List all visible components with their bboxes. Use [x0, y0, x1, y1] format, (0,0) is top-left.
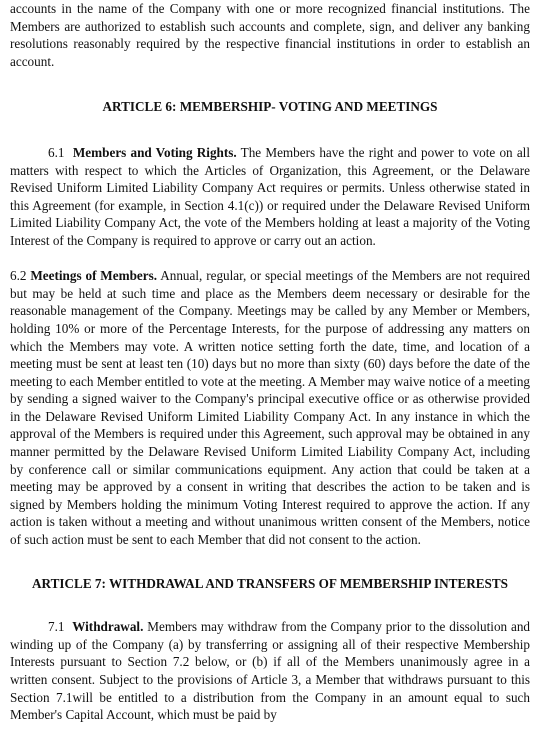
article-7-heading: ARTICLE 7: WITHDRAWAL AND TRANSFERS OF MEMBERSHIP INTERESTS	[32, 575, 508, 591]
section-6-1-title: Members and Voting Rights.	[72, 144, 237, 160]
section-6-1-number: 6.1	[48, 144, 65, 160]
article-6-heading: ARTICLE 6: MEMBERSHIP- VOTING AND MEETINGS	[102, 99, 438, 115]
section-6-1-paragraph	[10, 144, 530, 250]
section-6-2-paragraph	[10, 267, 530, 549]
section-7-1-title: Withdrawal.	[72, 619, 144, 635]
section-6-1-body: The Members have the right and power to vote on all matters with respect to which the Articles of Organization, this Agreement, or the Delaware Revised Uniform Limited Liability Company Act requires or permits. Unless otherwise stated in this Agreement (for example, in Section 4.1(c)) or required under the Delaware Revised Uniform Limited Liability Company Act, the vote of the Members holding at least a majority of the Voting Interest of the Company is required to approve or carry out an action.	[10, 144, 531, 248]
section-7-1-number: 7.1	[48, 619, 65, 635]
section-6-2-title: Meetings of Members.	[30, 268, 158, 284]
document-page	[10, 0, 530, 724]
section-7-1-paragraph	[10, 618, 530, 724]
intro-paragraph: accounts in the name of the Company with one or more recognized financial institutions. The Members are authorized to establish such accounts and complete, sign, and deliver any banking resolutions reasonably required by the respective financial institutions in order to establish an account.	[10, 1, 530, 69]
section-6-2-number: 6.2	[10, 268, 27, 284]
section-7-1-body: Members may withdraw from the Company prior to the dissolution and winding up of the Company (a) by transferring or assigning all of their respective Membership Interests pursuant to Section 7.2 below, or (b) if all of the Members unanimously agree in a written consent. Subject to the provisions of Article 3, a Member that withdraws pursuant to this Section 7.1will be entitled to a distribution from the Company in an amount equal to such Member's Capital Account, which must be paid by	[10, 619, 531, 723]
section-6-2-body: Annual, regular, or special meetings of the Members are not required but may be held at such time and place as the Members deem necessary or desirable for the reasonable management of the Company. Meetings may be called by any Member or Members, holding 10% or more of the Percentage Interests, for the purpose of addressing any matters on which the Members may vote. A written notice setting forth the date, time, and location of a meeting must be sent at least ten (10) days but no more than sixty (60) days before the date of the meeting to each Member entitled to vote at the meeting. A Member may waive notice of a meeting by sending a signed waiver to the Company's principal executive office or as otherwise provided in the Delaware Revised Uniform Limited Liability Company Act. In any instance in which the approval of the Members is required under this Agreement, such approval may be obtained in any manner permitted by the Delaware Revised Uniform Limited Liability Company Act, including by conference call or similar communications equipment. Any action that could be taken at a meeting may be approved by a consent in writing that describes the action to be taken and is signed by Members holding the minimum Voting Interest required to approve the action. If any action is taken without a meeting and without unanimous written consent of the Members, notice of such action must be sent to each Member that did not consent to the action.	[10, 268, 531, 548]
